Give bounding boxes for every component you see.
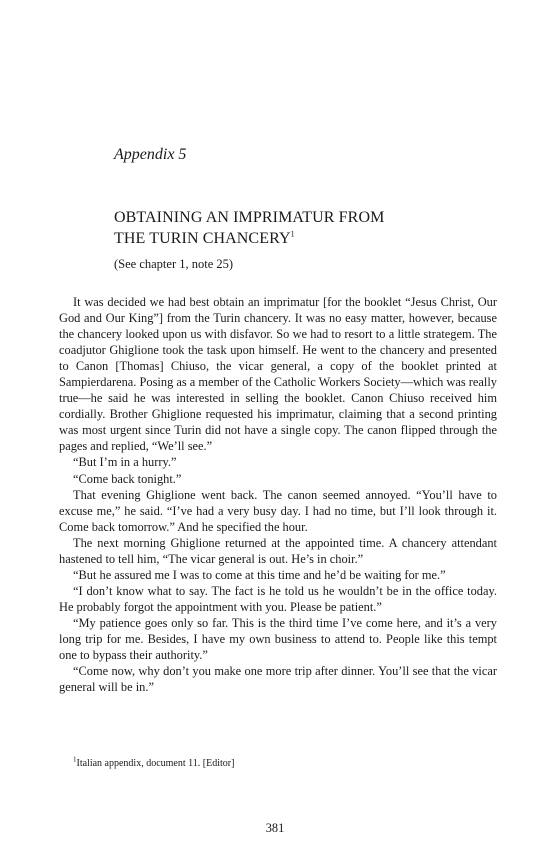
chapter-subtitle: (See chapter 1, note 25) (114, 257, 234, 271)
footnote-marker: 1 (73, 755, 77, 764)
paragraph: “But he assured me I was to come at this time and he’d be waiting for me.” (73, 567, 446, 582)
paragraph: The next morning Ghiglione returned at the appointed time. A chancery attendant hastened to tell him, “The vicar general is out. He’s in choir.” (59, 535, 497, 566)
chapter-title (114, 207, 384, 249)
paragraph: That evening Ghiglione went back. The canon seemed annoyed. “You’ll have to excuse me,” he said. “I’ve had a very busy day. I had no time, but I’ll look through it. Come back tomorrow.” And he specified the hour. (59, 487, 497, 534)
body-text (59, 294, 497, 695)
footnote-text: Italian appendix, document 11. [Editor] (76, 758, 235, 769)
paragraph: “But I’m in a hurry.” (73, 455, 177, 470)
paragraph: “Come back tonight.” (73, 471, 182, 486)
chapter-title-line-1: OBTAINING AN IMPRIMATUR FROM (114, 209, 385, 226)
paragraph: “I don’t know what to say. The fact is he told us he wouldn’t be in the office today. He probably forgot the appointment with you. Please be patient.” (59, 583, 497, 614)
footnote (73, 755, 235, 769)
chapter-title-line-2 (114, 228, 384, 249)
paragraph: “Come now, why don’t you make one more trip after dinner. You’ll see that the vicar general will be in.” (59, 664, 497, 695)
chapter-title-line-2-text: THE TURIN CHANCERY (114, 230, 291, 247)
paragraph: It was decided we had best obtain an imprimatur [for the booklet “Jesus Christ, Our God and Our King”] from the Turin chancery. It was no easy matter, however, because the chancery looked upon us with disfavor. So we had to resort to a little strategem. The coadjutor Ghiglione took the task upon himself. He went to the chancery and presented to Canon [Thomas] Chiuso, the vicar general, a copy of the booklet printed at Sampierdarena. Posing as a member of the Catholic Workers Society—which was really true—he said he was interested in selling the booklet. Canon Chiuso received him cordially. Brother Ghiglione requested his imprimatur, claiming that a second printing was most urgent since Turin did not have a single copy. The canon flipped through the pages and replied, “We’ll see.” (59, 295, 497, 454)
title-footnote-marker: 1 (290, 229, 295, 239)
paragraph: “My patience goes only so far. This is the third time I’ve come here, and it’s a very long trip for me. Besides, I have my own business to attend to. People like this tempt one to bypass their authority.” (59, 615, 497, 663)
appendix-label: Appendix 5 (114, 146, 187, 163)
page-number: 381 (265, 821, 285, 835)
